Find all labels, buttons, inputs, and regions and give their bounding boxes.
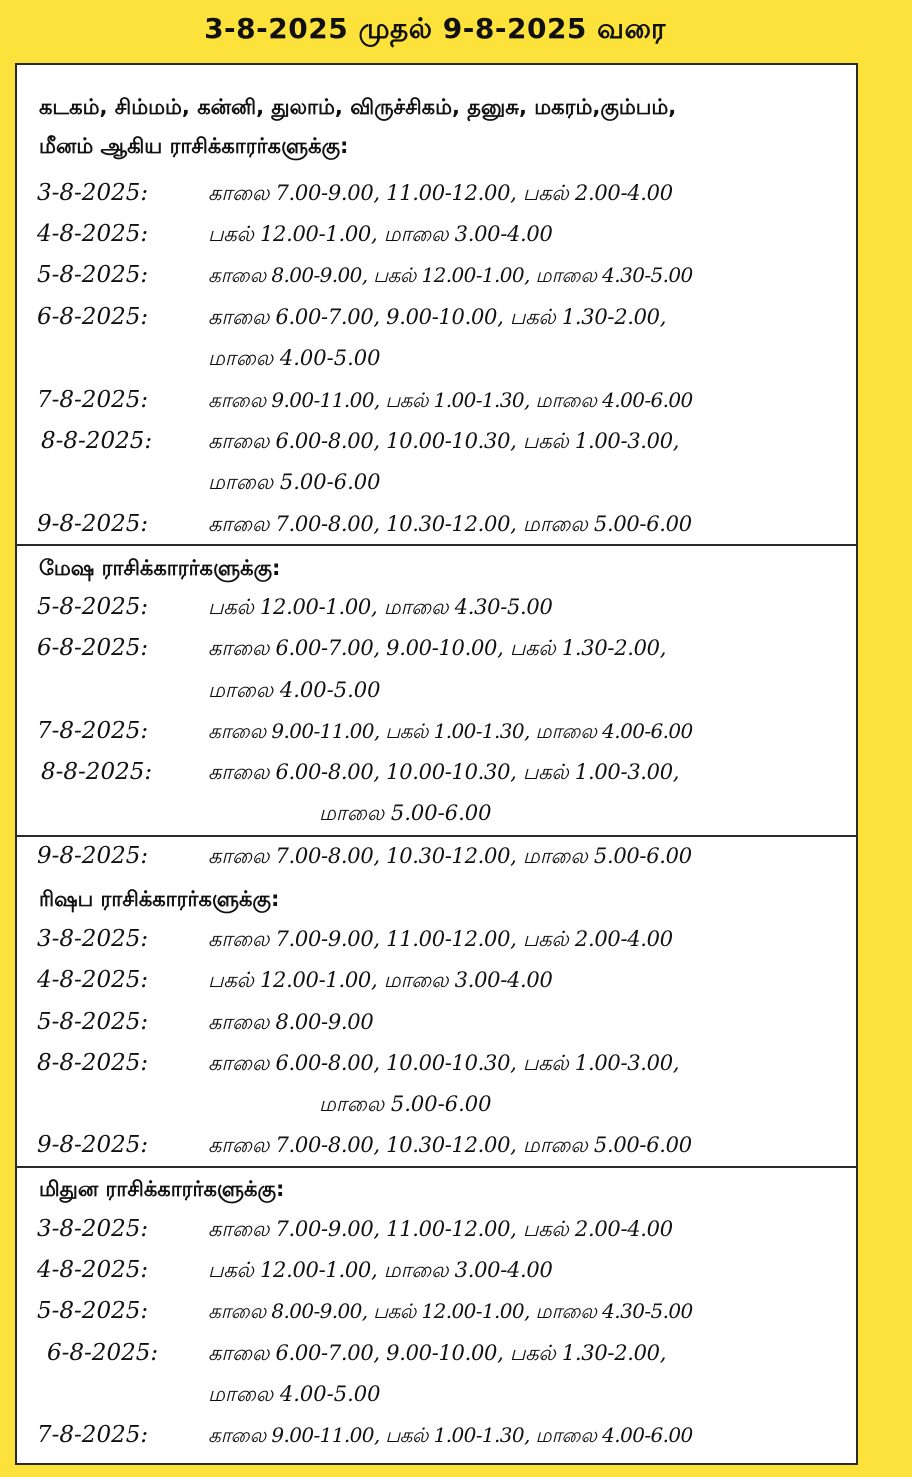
row-times: காலை 7.00-8.00, 10.30-12.00, மாலை 5.00-6.00	[208, 512, 692, 536]
section-heading-line: மீனம் ஆகிய ராசிக்காரர்களுக்கு:	[39, 134, 349, 158]
row-times: காலை 7.00-8.00, 10.30-12.00, மாலை 5.00-6.00	[208, 1133, 692, 1157]
table-row-continuation	[17, 1084, 856, 1125]
row-times: காலை 6.00-7.00, 9.00-10.00, பகல் 1.30-2.00,	[208, 305, 667, 329]
table-row	[17, 1250, 856, 1291]
row-date: 7-8-2025:	[37, 718, 149, 744]
table-row	[17, 960, 856, 1001]
row-times: காலை 6.00-7.00, 9.00-10.00, பகல் 1.30-2.00,	[208, 1341, 667, 1365]
table-row	[17, 1209, 856, 1250]
table-row	[17, 1125, 856, 1166]
row-date: 8-8-2025:	[41, 428, 153, 454]
row-times: பகல் 12.00-1.00, மாலை 3.00-4.00	[208, 968, 553, 992]
row-date: 7-8-2025:	[37, 1422, 149, 1448]
row-date: 4-8-2025:	[37, 1257, 149, 1283]
row-date: 7-8-2025:	[37, 387, 149, 413]
row-times: காலை 9.00-11.00, பகல் 1.00-1.30, மாலை 4.00-6.00	[208, 388, 693, 412]
row-times: காலை 6.00-8.00, 10.00-10.30, பகல் 1.00-3.00,	[208, 1051, 680, 1075]
section-heading-line: மேஷ ராசிக்காரர்களுக்கு:	[39, 556, 281, 580]
row-date: 9-8-2025:	[37, 1132, 149, 1158]
row-date: 3-8-2025:	[37, 180, 149, 206]
table-row	[17, 628, 856, 669]
table-row	[17, 1333, 856, 1374]
row-date: 5-8-2025:	[37, 1009, 149, 1035]
section-heading-line: மிதுன ராசிக்காரர்களுக்கு:	[39, 1177, 285, 1201]
row-times: பகல் 12.00-1.00, மாலை 3.00-4.00	[208, 1258, 553, 1282]
table-row	[17, 214, 856, 255]
section-heading-line: ரிஷப ராசிக்காரர்களுக்கு:	[39, 887, 280, 911]
table-row	[17, 836, 856, 877]
table-row-continuation	[17, 1374, 856, 1415]
table-row	[17, 504, 856, 545]
table-row	[17, 380, 856, 421]
row-date: 3-8-2025:	[37, 926, 149, 952]
table-row	[17, 919, 856, 960]
table-row-continuation	[17, 670, 856, 711]
row-times: காலை 7.00-9.00, 11.00-12.00, பகல் 2.00-4.00	[208, 1217, 673, 1241]
table-row	[17, 1002, 856, 1043]
schedule-table	[15, 63, 858, 1465]
row-date: 5-8-2025:	[37, 1298, 149, 1324]
row-times: காலை 8.00-9.00	[208, 1010, 374, 1034]
row-times: காலை 7.00-8.00, 10.30-12.00, மாலை 5.00-6.00	[208, 844, 692, 868]
table-row	[17, 1291, 856, 1332]
row-times: காலை 6.00-7.00, 9.00-10.00, பகல் 1.30-2.00,	[208, 636, 667, 660]
row-date: 5-8-2025:	[37, 262, 149, 288]
row-times: காலை 6.00-8.00, 10.00-10.30, பகல் 1.00-3.00,	[208, 760, 680, 784]
row-times: பகல் 12.00-1.00, மாலை 3.00-4.00	[208, 222, 553, 246]
table-row	[17, 711, 856, 752]
row-times-continued: மாலை 5.00-6.00	[319, 801, 492, 825]
table-row-continuation	[17, 793, 856, 834]
row-times: காலை 6.00-8.00, 10.00-10.30, பகல் 1.00-3.00,	[208, 429, 680, 453]
section-divider	[17, 544, 856, 546]
row-date: 3-8-2025:	[37, 1216, 149, 1242]
table-row	[17, 1415, 856, 1456]
row-times-continued: மாலை 4.00-5.00	[208, 346, 381, 370]
row-date: 6-8-2025:	[37, 635, 149, 661]
row-times: காலை 9.00-11.00, பகல் 1.00-1.30, மாலை 4.00-6.00	[208, 719, 693, 743]
row-times: பகல் 12.00-1.00, மாலை 4.30-5.00	[208, 595, 553, 619]
row-times-continued: மாலை 4.00-5.00	[208, 1382, 381, 1406]
row-date: 5-8-2025:	[37, 594, 149, 620]
table-row-continuation	[17, 338, 856, 379]
row-times: காலை 7.00-9.00, 11.00-12.00, பகல் 2.00-4.00	[208, 181, 673, 205]
table-row	[17, 587, 856, 628]
table-row	[17, 255, 856, 296]
row-date: 4-8-2025:	[37, 967, 149, 993]
table-row-continuation	[17, 462, 856, 503]
row-times: காலை 7.00-9.00, 11.00-12.00, பகல் 2.00-4.00	[208, 927, 673, 951]
row-date: 6-8-2025:	[37, 304, 149, 330]
section-heading-line: கடகம், சிம்மம், கன்னி, துலாம், விருச்சிகம், தனுசு, மகரம்,கும்பம்,	[39, 95, 677, 119]
row-date: 8-8-2025:	[37, 1050, 149, 1076]
table-row	[17, 173, 856, 214]
page-title: 3-8-2025 முதல் 9-8-2025 வரை	[204, 12, 666, 45]
row-date: 9-8-2025:	[37, 843, 149, 869]
row-date: 9-8-2025:	[37, 511, 149, 537]
table-row	[17, 421, 856, 462]
table-row	[17, 752, 856, 793]
row-times: காலை 9.00-11.00, பகல் 1.00-1.30, மாலை 4.00-6.00	[208, 1423, 693, 1447]
section-divider	[17, 1166, 856, 1168]
row-times-continued: மாலை 5.00-6.00	[319, 1092, 492, 1116]
row-times-continued: மாலை 4.00-5.00	[208, 678, 381, 702]
table-row	[17, 297, 856, 338]
row-times-continued: மாலை 5.00-6.00	[208, 470, 381, 494]
row-times: காலை 8.00-9.00, பகல் 12.00-1.00, மாலை 4.30-5.00	[208, 1299, 693, 1323]
table-row	[17, 1043, 856, 1084]
row-date: 6-8-2025:	[47, 1340, 159, 1366]
row-date: 4-8-2025:	[37, 221, 149, 247]
row-date: 8-8-2025:	[41, 759, 153, 785]
row-times: காலை 8.00-9.00, பகல் 12.00-1.00, மாலை 4.30-5.00	[208, 263, 693, 287]
